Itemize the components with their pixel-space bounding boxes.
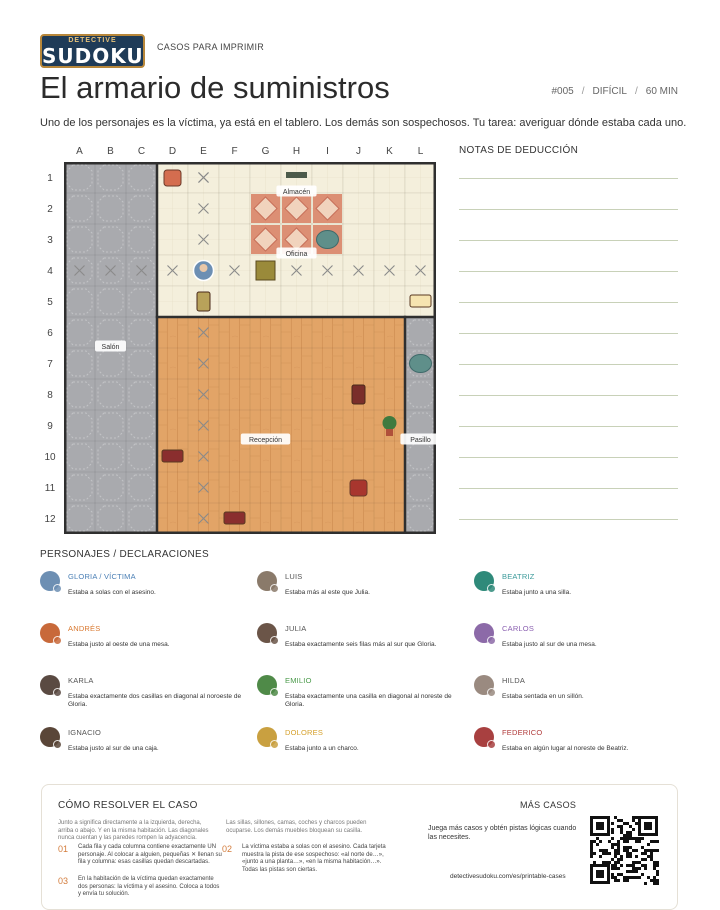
case-intro: Uno de los personajes es la víctima, ya está en el tablero. Los demás son sospechosos. Tu tarea: averiguar dónde estaba cada uno. — [40, 117, 687, 129]
armchair-icon — [164, 170, 181, 186]
character-avatar-icon — [40, 727, 60, 747]
note-line[interactable] — [459, 426, 678, 427]
qr-module — [614, 867, 617, 870]
qr-module — [644, 849, 647, 852]
page-title: El armario de suministros — [40, 70, 390, 105]
qr-module — [617, 879, 620, 882]
qr-module — [608, 852, 611, 855]
qr-module — [653, 882, 656, 885]
qr-module — [599, 840, 602, 843]
qr-module — [641, 858, 644, 861]
step-text: Cada fila y cada columna contiene exactamente UN personaje. Al colocar a alguien, pequeñas ✕ llenan su fila y columna: esas casillas quedan descartadas. — [78, 844, 222, 865]
qr-module — [590, 846, 593, 849]
qr-module — [623, 849, 626, 852]
qr-module — [638, 867, 641, 870]
character-name: LUIS — [285, 572, 303, 581]
victim-face — [200, 264, 208, 272]
qr-module — [623, 846, 626, 849]
qr-module — [620, 837, 623, 840]
qr-module — [617, 846, 620, 849]
row-header-4: 4 — [47, 266, 53, 277]
row-header-5: 5 — [47, 297, 53, 308]
character-card[interactable] — [474, 675, 684, 715]
more-cases-text: Juega más casos y obtén pistas lógicas cuando las necesites. — [428, 825, 577, 841]
character-statement: Estaba exactamente una casilla en diagonal al noreste de Gloria. — [285, 693, 452, 708]
qr-module — [632, 828, 635, 831]
furniture-note: Las sillas, sillones, camas, coches y charcos pueden ocuparse. Los demás muebles bloquean su casilla. — [226, 820, 367, 834]
qr-module — [620, 819, 623, 822]
qr-module — [653, 840, 656, 843]
qr-module — [653, 876, 656, 879]
qr-module — [623, 822, 626, 825]
qr-module — [641, 852, 644, 855]
qr-module — [656, 882, 659, 885]
column-header-G: G — [261, 146, 270, 157]
page-kicker: CASOS PARA IMPRIMIR — [157, 42, 265, 52]
qr-module — [617, 819, 620, 822]
qr-module — [641, 837, 644, 840]
more-cases-link[interactable]: detectivesudoku.com/es/printable-cases — [450, 873, 566, 880]
column-header-J: J — [356, 146, 361, 157]
qr-module — [611, 867, 614, 870]
meta-separator: / — [634, 86, 638, 97]
qr-module — [617, 873, 620, 876]
row-header-3: 3 — [47, 235, 53, 246]
qr-module — [653, 879, 656, 882]
column-header-A: A — [76, 146, 83, 157]
character-name: ANDRÉS — [68, 624, 101, 633]
qr-module — [626, 876, 629, 879]
label-oficina: Oficina — [285, 250, 308, 258]
qr-module — [611, 873, 614, 876]
qr-module — [617, 840, 620, 843]
qr-module — [644, 852, 647, 855]
character-card[interactable] — [257, 571, 467, 611]
qr-module — [590, 849, 593, 852]
qr-module — [629, 870, 632, 873]
qr-module — [623, 837, 626, 840]
character-card[interactable] — [474, 571, 684, 611]
column-header-L: L — [417, 146, 424, 157]
qr-module — [626, 864, 629, 867]
plant-icon — [383, 416, 397, 430]
qr-module — [650, 879, 653, 882]
qr-module — [635, 837, 638, 840]
puddle-icon — [410, 355, 432, 373]
qr-module — [626, 822, 629, 825]
qr-module — [647, 876, 650, 879]
qr-module — [614, 876, 617, 879]
qr-module — [626, 855, 629, 858]
character-avatar-icon — [40, 675, 60, 695]
qr-module — [590, 852, 593, 855]
qr-module — [644, 858, 647, 861]
label-pasillo: Pasillo — [410, 436, 431, 444]
qr-module — [638, 861, 641, 864]
case-meta — [552, 86, 679, 97]
qr-finder-core — [596, 822, 604, 830]
character-card[interactable] — [257, 623, 467, 663]
qr-module — [629, 825, 632, 828]
qr-finder-core — [596, 870, 604, 878]
qr-module — [626, 846, 629, 849]
qr-module — [608, 840, 611, 843]
character-statement: Estaba justo al oeste de una mesa. — [68, 641, 170, 648]
character-name: BEATRIZ — [502, 572, 535, 581]
qr-module — [629, 855, 632, 858]
qr-module — [650, 855, 653, 858]
chair-icon — [197, 292, 210, 311]
qr-module — [635, 855, 638, 858]
qr-module — [623, 876, 626, 879]
note-line[interactable] — [459, 302, 678, 303]
qr-module — [647, 843, 650, 846]
note-line[interactable] — [459, 240, 678, 241]
qr-module — [614, 879, 617, 882]
plant-icon-pot — [386, 429, 393, 436]
table-icon — [410, 295, 431, 307]
character-avatar-icon — [474, 675, 494, 695]
how-to-intro: Junto a significa directamente a la izquierda, derecha, arriba o abajo. Y en la misma habitación. Las diagonales nunca cuentan y las paredes rompen la adyacencia. — [58, 820, 209, 841]
qr-module — [632, 867, 635, 870]
qr-module — [629, 864, 632, 867]
qr-module — [656, 873, 659, 876]
qr-module — [632, 876, 635, 879]
notes-title: NOTAS DE DEDUCCIÓN — [459, 145, 579, 156]
characters-title: PERSONAJES / DECLARACIONES — [40, 549, 209, 560]
board-layer — [64, 162, 436, 534]
qr-module — [632, 864, 635, 867]
qr-module — [617, 867, 620, 870]
shelf-icon — [286, 172, 307, 178]
step-number: 03 — [58, 876, 69, 886]
character-card[interactable] — [40, 727, 250, 767]
qr-module — [626, 852, 629, 855]
step-text: En la habitación de la víctima quedan exactamente dos personas: la víctima y el asesino. Coloca a todos y envía tu solución. — [78, 876, 220, 897]
row-header-1: 1 — [47, 173, 53, 184]
qr-module — [638, 837, 641, 840]
qr-module — [650, 840, 653, 843]
character-avatar-icon — [257, 571, 277, 591]
qr-module — [617, 849, 620, 852]
table-icon — [224, 512, 245, 524]
qr-module — [632, 849, 635, 852]
character-name: GLORIA / VÍCTIMA — [68, 572, 136, 581]
qr-module — [632, 816, 635, 819]
qr-module — [629, 837, 632, 840]
qr-module — [620, 858, 623, 861]
qr-module — [590, 855, 593, 858]
qr-module — [611, 831, 614, 834]
case-difficulty: DIFÍCIL — [592, 86, 627, 97]
character-name: IGNACIO — [68, 728, 102, 737]
qr-module — [602, 852, 605, 855]
qr-module — [620, 828, 623, 831]
character-avatar-icon — [257, 675, 277, 695]
logo-main-text: SUDOKU — [42, 44, 144, 68]
character-card[interactable] — [257, 727, 467, 767]
character-statement: Estaba a solas con el asesino. — [68, 589, 156, 596]
row-header-9: 9 — [47, 421, 53, 432]
meta-separator: / — [581, 86, 585, 97]
qr-module — [617, 825, 620, 828]
qr-module — [611, 864, 614, 867]
label-almacen: Almacén — [282, 188, 311, 196]
qr-module — [647, 849, 650, 852]
qr-module — [605, 861, 608, 864]
qr-module — [650, 849, 653, 852]
qr-code[interactable] — [589, 815, 659, 885]
qr-module — [632, 819, 635, 822]
qr-module — [641, 873, 644, 876]
qr-module — [629, 876, 632, 879]
qr-module — [641, 864, 644, 867]
note-line[interactable] — [459, 519, 678, 520]
qr-module — [638, 876, 641, 879]
qr-module — [635, 876, 638, 879]
qr-module — [626, 840, 629, 843]
character-statement: Estaba justo al sur de una mesa. — [502, 641, 597, 648]
step-text: La víctima estaba a solas con el asesino. Cada tarjeta muestra la pista de ese sospechoso: «al norte de…», «junto a una planta…», «en la misma habitación…». Todas las pistas son ciertas. — [242, 844, 386, 873]
character-name: DOLORES — [285, 728, 324, 737]
column-header-C: C — [137, 146, 146, 157]
qr-module — [611, 858, 614, 861]
qr-module — [626, 834, 629, 837]
row-header-7: 7 — [47, 359, 53, 370]
qr-module — [656, 840, 659, 843]
qr-module — [656, 864, 659, 867]
qr-module — [611, 828, 614, 831]
box-icon — [256, 261, 275, 280]
qr-module — [650, 858, 653, 861]
qr-module — [602, 861, 605, 864]
qr-module — [593, 861, 596, 864]
character-avatar-icon — [257, 623, 277, 643]
qr-module — [617, 852, 620, 855]
character-card[interactable] — [257, 675, 467, 715]
column-header-H: H — [292, 146, 301, 157]
qr-module — [611, 837, 614, 840]
label-recepcion: Recepción — [248, 436, 283, 444]
qr-module — [653, 864, 656, 867]
row-header-2: 2 — [47, 204, 53, 215]
qr-module — [611, 846, 614, 849]
qr-module — [653, 861, 656, 864]
puddle-icon — [317, 231, 339, 249]
step-number: 02 — [222, 844, 233, 854]
note-line[interactable] — [459, 488, 678, 489]
qr-module — [590, 843, 593, 846]
column-header-F: F — [231, 146, 238, 157]
note-line[interactable] — [459, 457, 678, 458]
qr-module — [635, 861, 638, 864]
qr-module — [614, 861, 617, 864]
qr-module — [599, 849, 602, 852]
qr-module — [593, 852, 596, 855]
qr-module — [632, 861, 635, 864]
qr-module — [620, 831, 623, 834]
character-avatar-icon — [40, 623, 60, 643]
qr-module — [608, 861, 611, 864]
qr-module — [614, 843, 617, 846]
room-pasillo — [405, 317, 436, 534]
table-icon — [162, 450, 183, 462]
note-line[interactable] — [459, 271, 678, 272]
column-header-E: E — [200, 146, 207, 157]
qr-module — [632, 870, 635, 873]
qr-module — [611, 822, 614, 825]
note-line[interactable] — [459, 364, 678, 365]
character-name: FEDERICO — [502, 728, 543, 737]
qr-module — [620, 825, 623, 828]
column-header-D: D — [168, 146, 177, 157]
qr-module — [611, 843, 614, 846]
qr-module — [656, 849, 659, 852]
note-line[interactable] — [459, 333, 678, 334]
qr-module — [635, 816, 638, 819]
case-number: #005 — [551, 86, 574, 97]
note-line[interactable] — [459, 395, 678, 396]
qr-module — [596, 837, 599, 840]
qr-module — [638, 840, 641, 843]
qr-module — [641, 846, 644, 849]
qr-module — [623, 879, 626, 882]
qr-module — [614, 852, 617, 855]
character-avatar-icon — [40, 571, 60, 591]
character-name: KARLA — [68, 676, 94, 685]
row-header-6: 6 — [47, 328, 53, 339]
qr-module — [623, 834, 626, 837]
chair-icon — [352, 385, 365, 404]
logo-top-text: DETECTIVE — [68, 37, 117, 44]
qr-module — [629, 834, 632, 837]
row-header-8: 8 — [47, 390, 53, 401]
character-card[interactable] — [40, 571, 250, 611]
character-avatar-icon — [474, 571, 494, 591]
qr-module — [617, 843, 620, 846]
qr-module — [632, 837, 635, 840]
character-statement: Estaba más al este que Julia. — [285, 589, 370, 596]
qr-module — [656, 870, 659, 873]
character-name: CARLOS — [502, 624, 535, 633]
qr-module — [650, 852, 653, 855]
qr-finder-core — [644, 822, 652, 830]
qr-module — [644, 882, 647, 885]
qr-module — [623, 840, 626, 843]
qr-module — [635, 822, 638, 825]
qr-module — [626, 837, 629, 840]
character-name: EMILIO — [285, 676, 312, 685]
column-header-B: B — [107, 146, 114, 157]
qr-module — [635, 870, 638, 873]
qr-module — [620, 864, 623, 867]
qr-module — [614, 849, 617, 852]
character-card[interactable] — [40, 675, 250, 715]
column-header-I: I — [326, 146, 329, 157]
character-name: JULIA — [285, 624, 307, 633]
qr-module — [656, 861, 659, 864]
character-statement: Estaba junto a una silla. — [502, 589, 572, 596]
qr-module — [614, 855, 617, 858]
how-to-title: CÓMO RESOLVER EL CASO — [58, 800, 198, 811]
qr-module — [656, 879, 659, 882]
character-avatar-icon — [474, 623, 494, 643]
qr-module — [635, 840, 638, 843]
qr-module — [635, 867, 638, 870]
qr-module — [647, 855, 650, 858]
character-card[interactable] — [474, 727, 684, 767]
character-statement: Estaba exactamente dos casillas en diagonal al noroeste de Gloria. — [68, 693, 242, 708]
qr-module — [620, 855, 623, 858]
qr-module — [629, 852, 632, 855]
qr-module — [620, 873, 623, 876]
qr-module — [617, 858, 620, 861]
qr-module — [617, 861, 620, 864]
armchair-icon — [350, 480, 367, 496]
note-line[interactable] — [459, 209, 678, 210]
character-name: HILDA — [502, 676, 526, 685]
qr-module — [614, 864, 617, 867]
qr-module — [602, 849, 605, 852]
column-header-K: K — [386, 146, 393, 157]
qr-module — [605, 849, 608, 852]
game-board[interactable] — [64, 162, 436, 534]
character-avatar-icon — [474, 727, 494, 747]
qr-module — [590, 840, 593, 843]
qr-module — [605, 852, 608, 855]
row-header-11: 11 — [44, 483, 56, 494]
qr-module — [644, 864, 647, 867]
case-time: 60 MIN — [645, 86, 678, 97]
character-statement: Estaba en algún lugar al noreste de Beatriz. — [502, 745, 629, 752]
row-header-12: 12 — [44, 514, 56, 525]
qr-module — [599, 855, 602, 858]
qr-module — [626, 879, 629, 882]
character-statement: Estaba sentada en un sillón. — [502, 693, 584, 700]
qr-module — [614, 816, 617, 819]
qr-module — [593, 840, 596, 843]
character-statement: Estaba justo al sur de una caja. — [68, 745, 159, 752]
character-card[interactable] — [474, 623, 684, 663]
qr-module — [629, 831, 632, 834]
character-card[interactable] — [40, 623, 250, 663]
qr-module — [653, 867, 656, 870]
qr-module — [626, 849, 629, 852]
character-avatar-icon — [257, 727, 277, 747]
qr-module — [596, 843, 599, 846]
character-statement: Estaba exactamente seis filas más al sur que Gloria. — [285, 641, 437, 648]
qr-module — [626, 870, 629, 873]
qr-module — [635, 849, 638, 852]
detective-sudoku-logo[interactable] — [40, 34, 145, 68]
row-header-10: 10 — [44, 452, 56, 463]
note-line[interactable] — [459, 178, 678, 179]
qr-module — [629, 846, 632, 849]
label-salon: Salón — [101, 343, 120, 351]
step-number: 01 — [58, 844, 69, 854]
qr-module — [611, 876, 614, 879]
more-cases-title: MÁS CASOS — [520, 800, 577, 810]
qr-module — [653, 849, 656, 852]
qr-module — [626, 831, 629, 834]
qr-module — [644, 867, 647, 870]
character-statement: Estaba junto a un charco. — [285, 745, 359, 752]
